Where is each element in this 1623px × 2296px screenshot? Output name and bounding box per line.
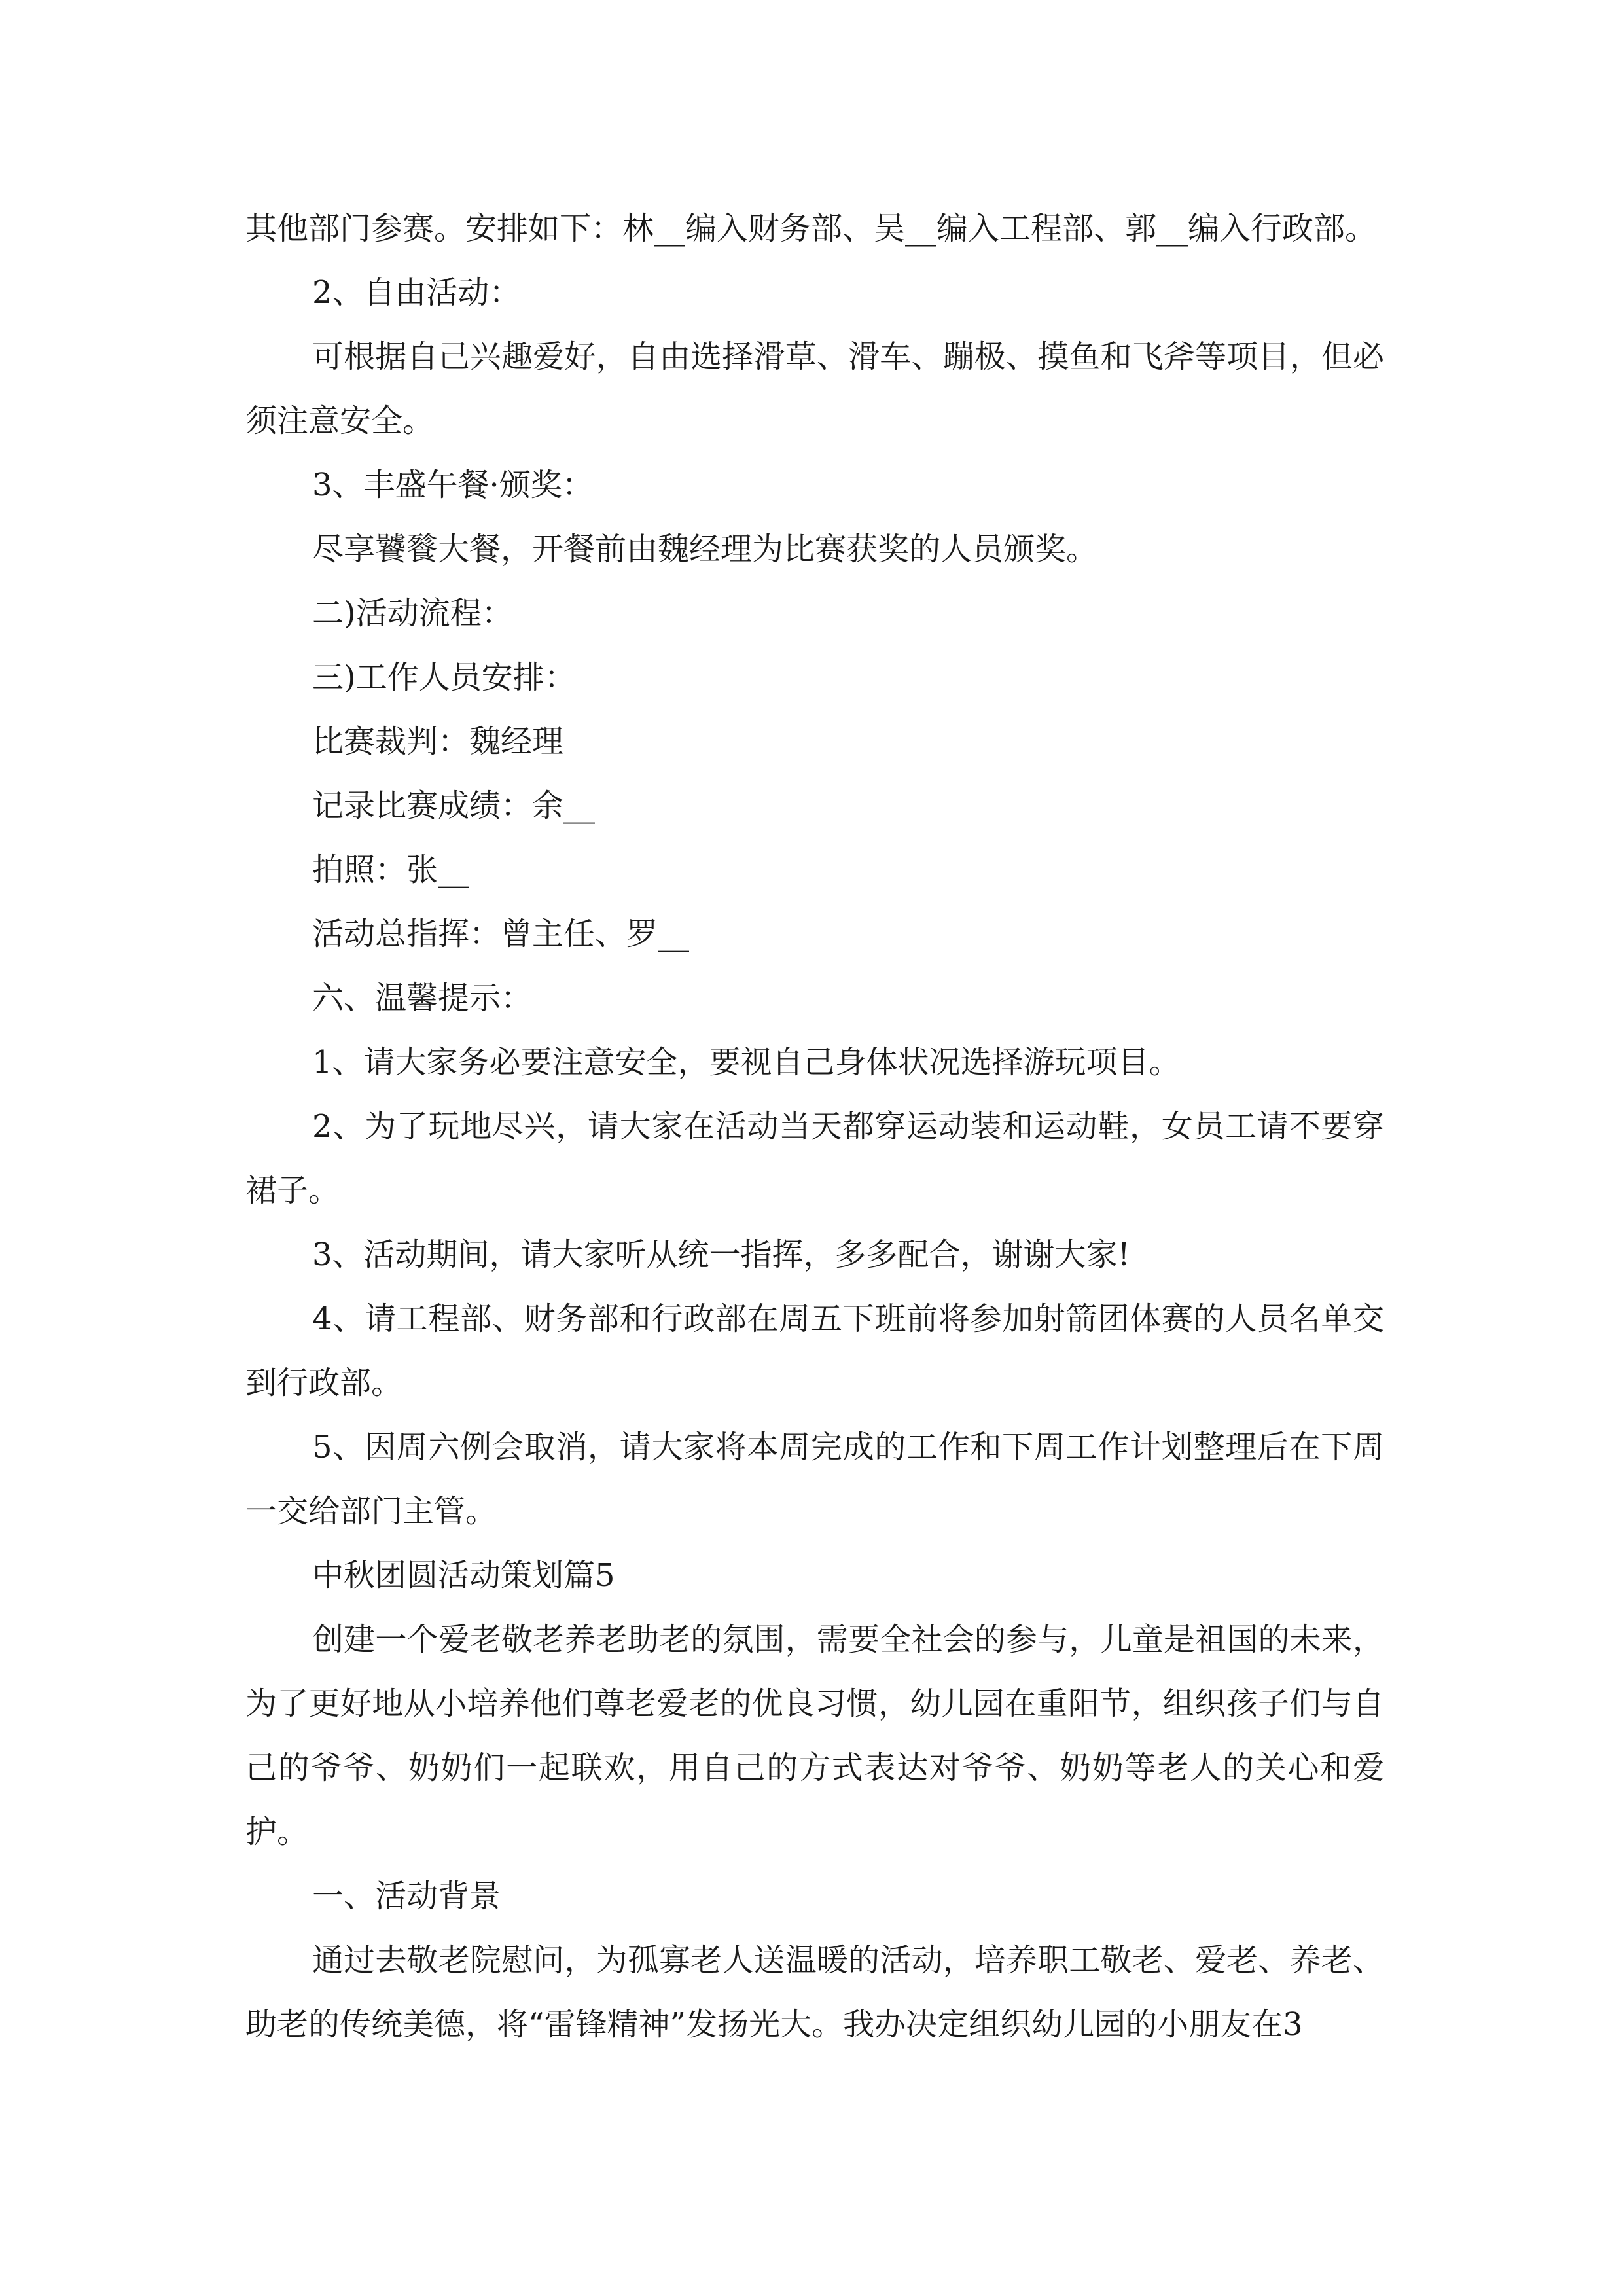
paragraph-18: 创建一个爱老敬老养老助老的氛围，需要全社会的参与，儿童是祖国的未来，为了更好地从小培养他们尊老爱老的优良习惯，幼儿园在重阳节，组织孩子们与自己的爷爷、奶奶们一起联欢，用自己的方式表达对爷爷、奶奶等老人的关心和爱护。 (245, 1621, 1384, 1850)
paragraph-19: 一、活动背景 (312, 1878, 501, 1914)
paragraph-15: 4、请工程部、财务部和行政部在周五下班前将参加射箭团体赛的人员名单交到行政部。 (245, 1300, 1384, 1401)
paragraph-10: 活动总指挥：曾主任、罗__ (312, 916, 690, 952)
paragraph-14: 3、活动期间，请大家听从统一指挥，多多配合，谢谢大家! (312, 1236, 1130, 1273)
paragraph-16: 5、因周六例会取消，请大家将本周完成的工作和下周工作计划整理后在下周一交给部门主管。 (245, 1429, 1384, 1530)
paragraph-5: 二)活动流程： (312, 595, 513, 632)
paragraph-12: 1、请大家务必要注意安全，要视自己身体状况选择游玩项目。 (312, 1044, 1181, 1081)
section-title: 中秋团圆活动策划篇5 (312, 1557, 615, 1594)
paragraph-4: 尽享饕餮大餐，开餐前由魏经理为比赛获奖的人员颁奖。 (312, 531, 1098, 567)
paragraph-0: 其他部门参赛。安排如下：林__编入财务部、吴__编入工程部、郭__编入行政部。 (245, 210, 1377, 247)
paragraph-7: 比赛裁判：魏经理 (312, 723, 564, 760)
paragraph-6: 三)工作人员安排： (312, 659, 576, 696)
paragraph-3: 3、丰盛午餐·颁奖： (312, 467, 594, 503)
paragraph-13: 2、为了玩地尽兴，请大家在活动当天都穿运动装和运动鞋，女员工请不要穿裙子。 (245, 1108, 1384, 1209)
paragraph-8: 记录比赛成绩：余__ (312, 787, 596, 824)
paragraph-11: 六、温馨提示： (312, 980, 533, 1016)
paragraph-9: 拍照：张__ (312, 852, 470, 888)
paragraph-20: 通过去敬老院慰问，为孤寡老人送温暖的活动，培养职工敬老、爱老、养老、助老的传统美德，将“雷锋精神”发扬光大。我办决定组织幼儿园的小朋友在3 (245, 1942, 1384, 2043)
document-page (245, 196, 1384, 2056)
paragraph-2: 可根据自己兴趣爱好，自由选择滑草、滑车、蹦极、摸鱼和飞斧等项目，但必须注意安全。 (245, 338, 1384, 439)
paragraph-1: 2、自由活动： (312, 274, 521, 311)
